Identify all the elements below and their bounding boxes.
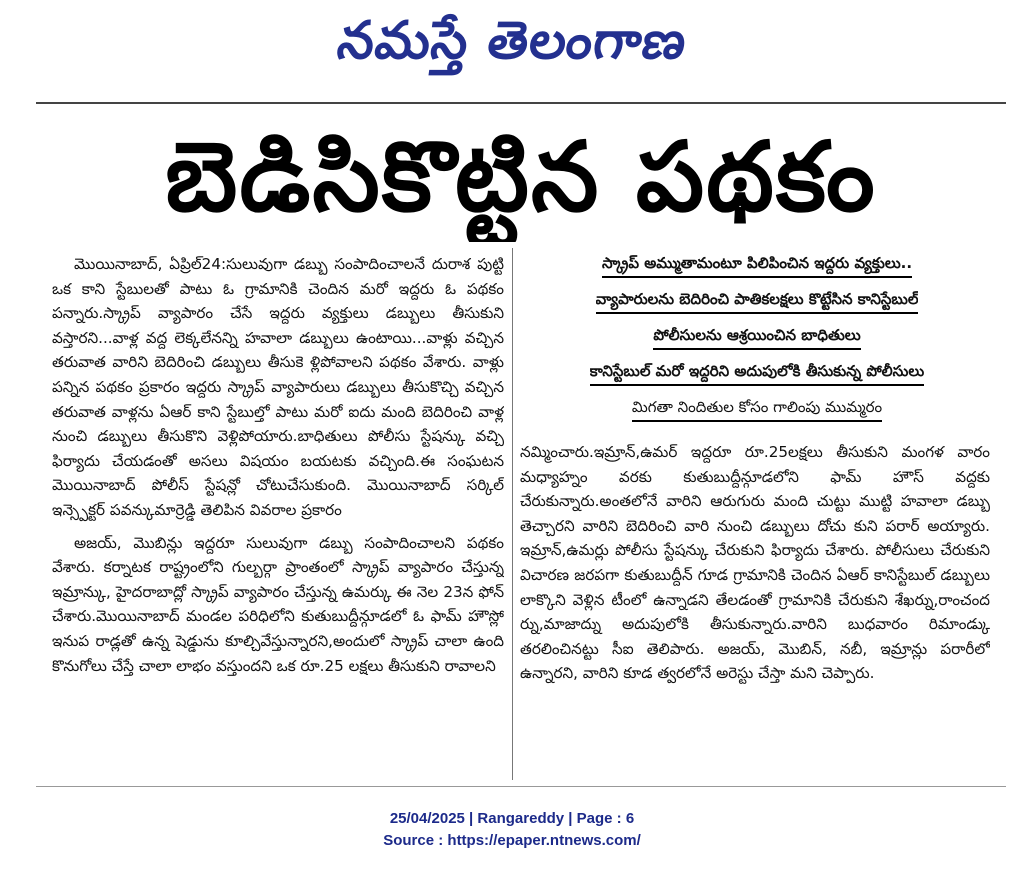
subheadline-box: [522, 250, 992, 432]
article-right-column: [520, 440, 990, 780]
article-left-column: [52, 252, 504, 782]
masthead: [0, 6, 1024, 76]
article-paragraph: అజయ్, మొబిన్లు ఇద్దరూ సులువుగా డబ్బు సంపాదించాలని పథకం వేశారు. కర్నాటక రాష్ట్రంలోని గుల్బర్గా ప్రాంతంలో స్క్రాప్ వ్యాపారం చేస్తున్న ఇమ్రాన్కు, హైదరాబాద్లో స్క్రాప్ వ్యాపారం చేస్తున్న ఉమర్కు ఈ నెల 23న ఫోన్ చేశారు.మొయినాబాద్ మండల పరిధిలోని కుతుబుద్దీన్గూడలో ఓ ఫామ్ హౌస్లో ఇనుప రాడ్లతో ఉన్న షెడ్డును కూల్చివేస్తున్నారని,అందులో స్క్రాప్ చాలా ఉంది కొనుగోలు చేస్తే చాలా లాభం వస్తుందని ఒక రూ.25 లక్షలు తీసుకుని రావాలని: [52, 533, 504, 675]
subheadline: వ్యాపారులను బెదిరించి పాతికలక్షలు కొట్టేసిన కానిస్టేబుల్: [596, 286, 919, 314]
footer: [0, 808, 1024, 852]
column-divider: [512, 248, 513, 780]
subheadline: కానిస్టేబుల్ మరో ఇద్దరిని అదుపులోకి తీసుకున్న పోలీసులు: [590, 358, 924, 386]
header-divider: [36, 102, 1006, 104]
subheadline: పోలీసులను ఆశ్రయించిన బాధితులు: [653, 322, 860, 350]
footer-divider: [36, 786, 1006, 787]
article-paragraph: నమ్మించారు.ఇమ్రాన్,ఉమర్ ఇద్దరూ రూ.25లక్షలు తీసుకుని మంగళ వారం మధ్యాహ్నం వరకు కుతుబుద్దీన్గూడలోని ఫామ్ హౌస్ వద్దకు చేరుకున్నారు.అంతలోనే వారిని ఆరుగురు మంది చుట్టు ముట్టి హవాలా డబ్బు తెచ్చారని వారిని బెదిరించి వారి నుంచి డబ్బులు దోచు కుని పరార్ అయ్యారు. ఇమ్రాన్,ఉమర్లు పోలీసు స్టేషన్కు చేరుకుని ఫిర్యాదు చేశారు. పోలీసులు చేరుకుని విచారణ జరపగా కుతుబుద్దీన్ గూడ గ్రామానికి చెందిన ఏఆర్ కానిస్టేబుల్ డబ్బులు లాక్కొని వెళ్లిన టీంలో ఉన్నాడని తేలడంతో గ్రామానికి చేరుకుని శేఖర్ను,రాంచంద ర్ను,మాజాద్ను అదుపులోకి తీసుకున్నారు.వారిని బుధవారం రిమాండ్కు తరలించినట్టు సీఐ తెలిపారు. అజయ్, మొబిన్, నబీ, ఇమ్రాన్లు పరారీలో ఉన్నారని, వారిని కూడ త్వరలోనే అరెస్టు చేస్తా మని చెప్పారు.: [520, 443, 990, 683]
footer-edition-info: 25/04/2025 | Rangareddy | Page : 6: [389, 810, 635, 827]
masthead-logo: నమస్తే తెలంగాణ: [333, 11, 691, 71]
subheadline: మిగతా నిందితుల కోసం గాలింపు ముమ్మరం: [632, 394, 882, 422]
footer-source-link[interactable]: Source : https://epaper.ntnews.com/: [383, 832, 641, 849]
article-paragraph: మొయినాబాద్, ఏప్రిల్24:సులువుగా డబ్బు సంపాదించాలనే దురాశ పుట్టి ఒక కాని స్టేబులతో పాటు ఓ గ్రామానికి చెందిన మరో ఇద్దరు ఓ పథకం పన్నారు.స్క్రాప్ వ్యాపారం చేసే ఇద్దరు వ్యక్తులు డబ్బులు తీసుకుని వస్తారని...వాళ్ల వద్ద లెక్కలేనన్ని హవాలా డబ్బులు ఉంటాయి...వాళ్లు వచ్చిన తరువాత వారిని బెదిరించి డబ్బులు తీసుకె ళ్లిపోవాలని పథకం వేశారు. వాళ్లు పన్నిన పథకం ప్రకారం ఇద్దరు స్క్రాప్ వ్యాపారులు డబ్బులు తీసుకొచ్చి వచ్చిన తరువాత వాళ్లను ఏఆర్ కాని స్టేబుల్తో పాటు మరో ఐదు మంది బెదిరించి వాళ్ల నుంచి డబ్బులు తీసుకొని వెళ్లిపోయారు.బాధితులు పోలీసు స్టేషన్కు వచ్చి ఫిర్యాదు చేయడంతో అసలు విషయం బయటకు వచ్చింది.ఈ సంఘటన మొయినాబాద్ పోలీస్ స్టేషన్లో చోటుచేసుకుంది. మొయినాబాద్ సర్కిల్ ఇన్స్పెక్టర్ పవన్కుమార్రెడ్డి తెలిపిన వివరాల ప్రకారం: [52, 255, 504, 519]
subheadline: స్క్రాప్ అమ్ముతామంటూ పిలిపించిన ఇద్దరు వ్యక్తులు..: [602, 250, 912, 278]
article-headline: బెడిసికొట్టిన పథకం: [165, 121, 877, 233]
